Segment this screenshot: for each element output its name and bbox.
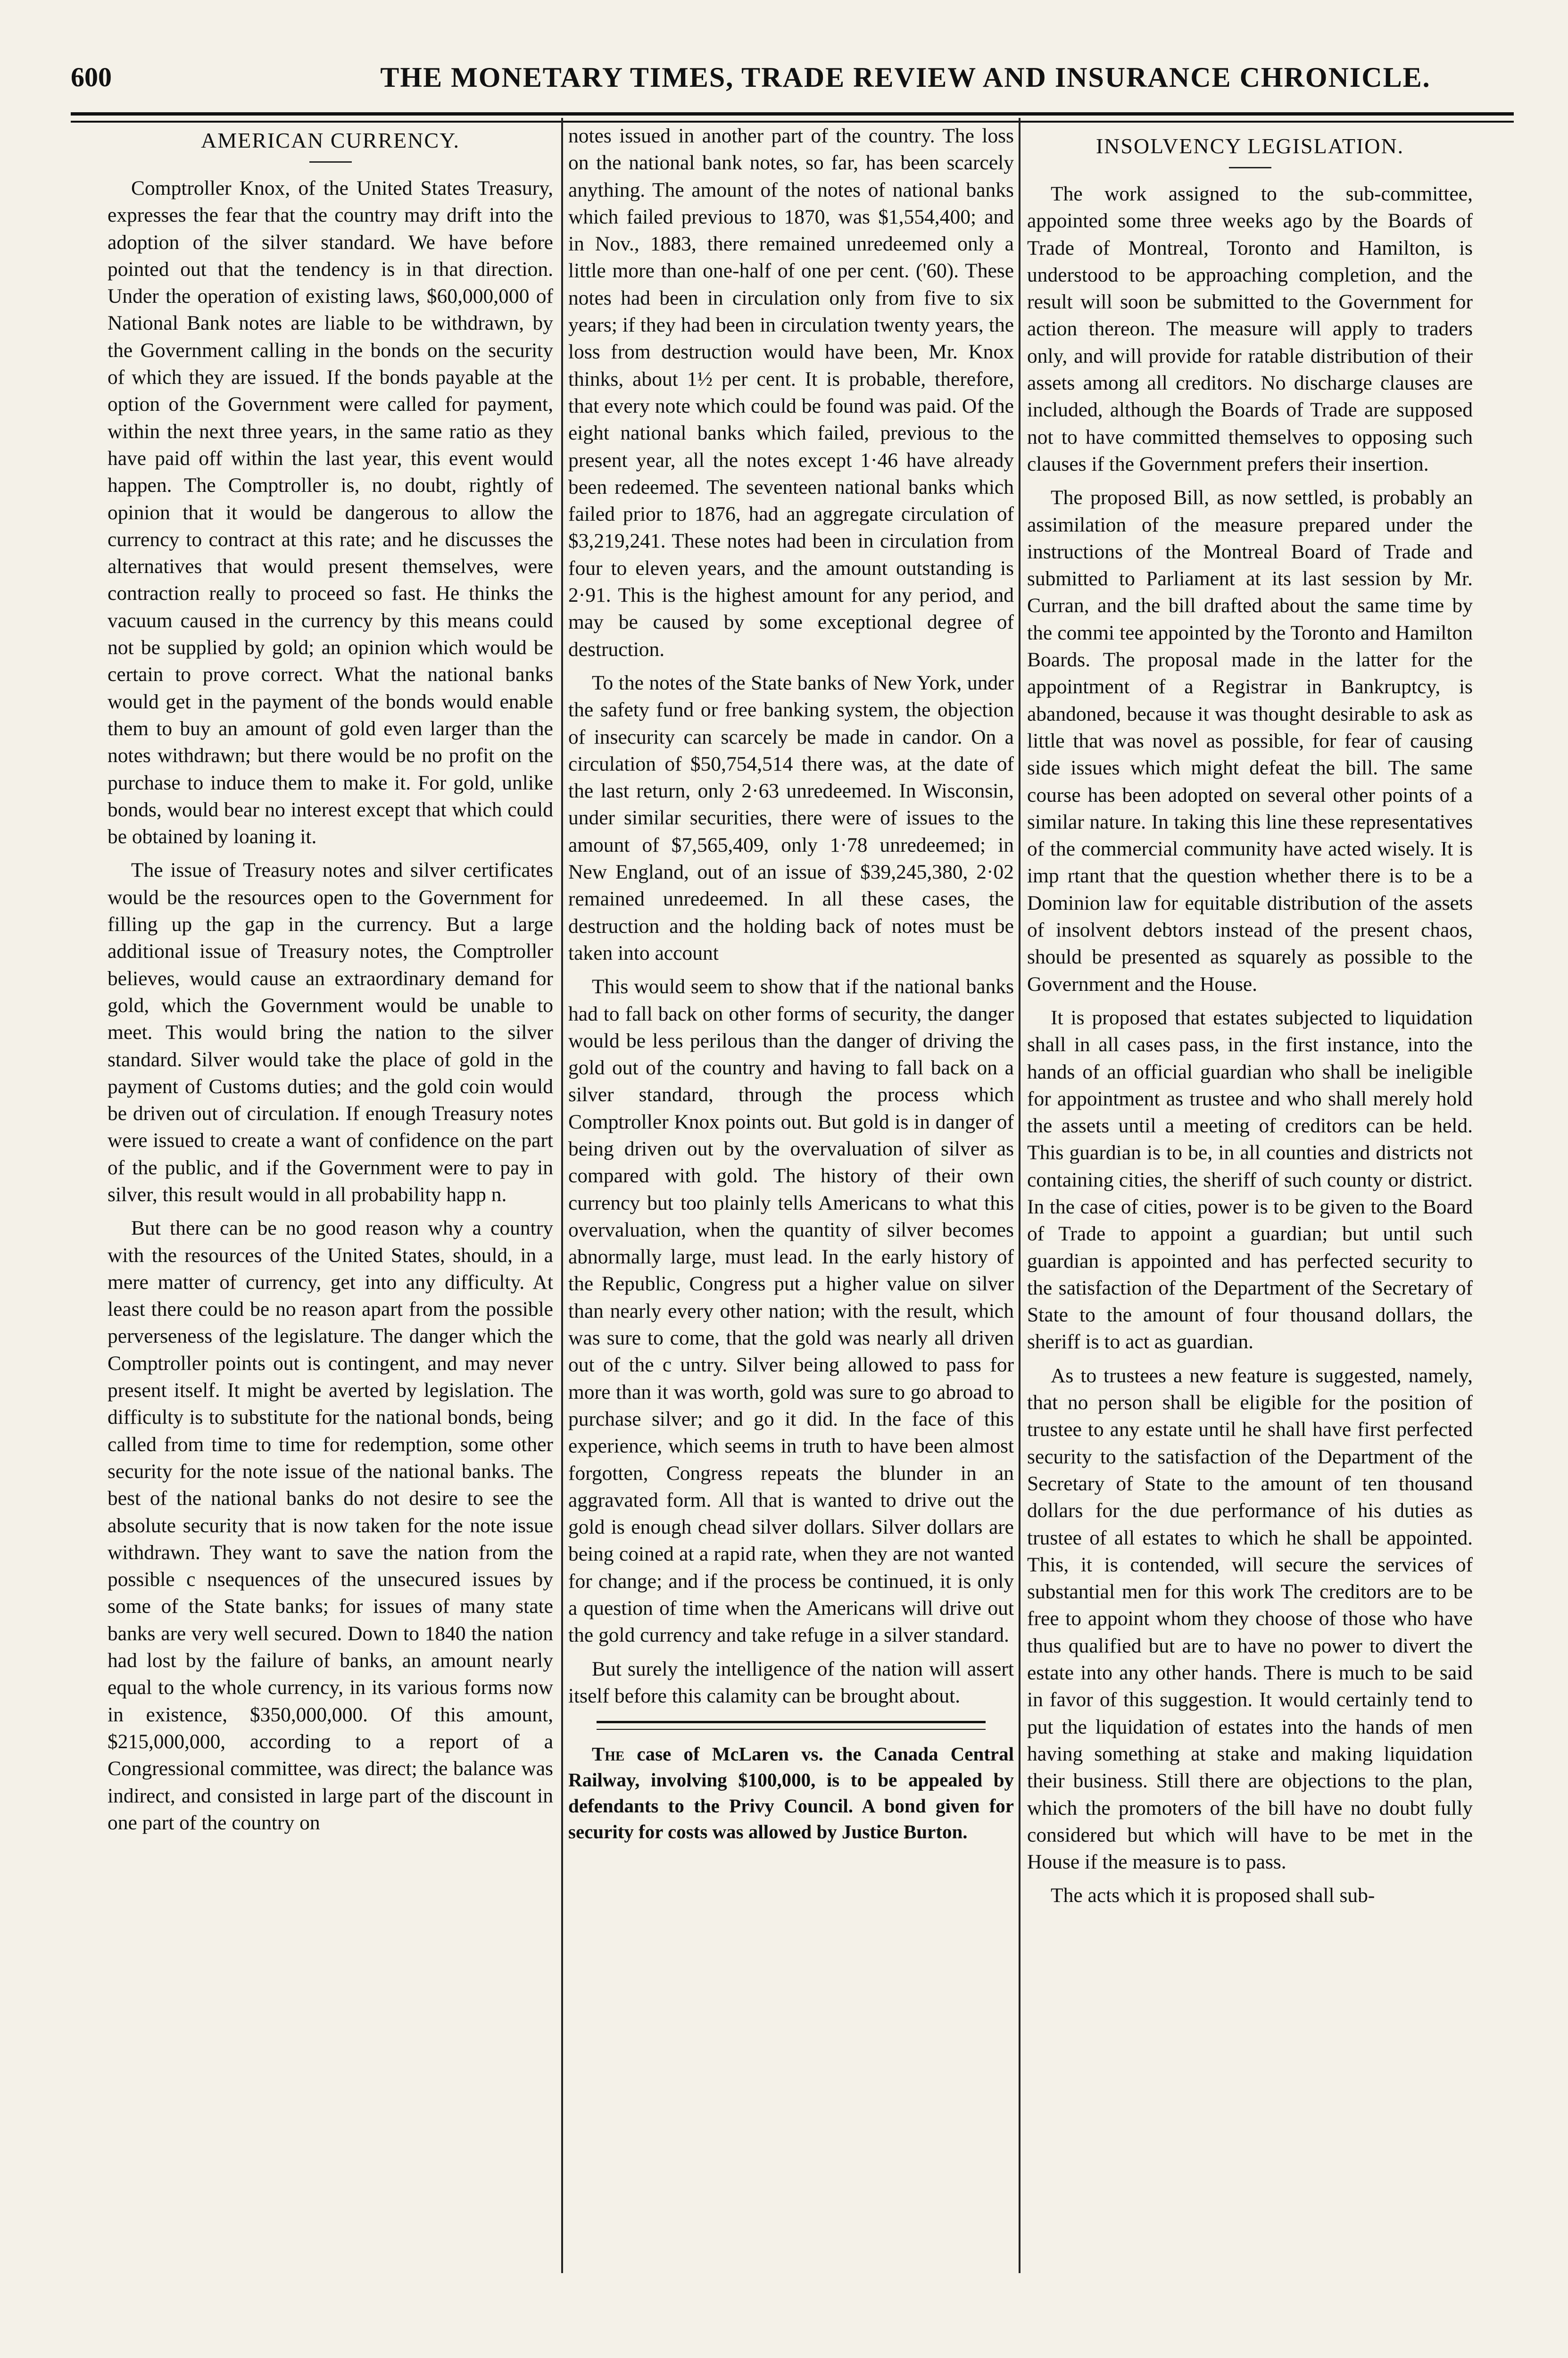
note-lead: The — [592, 1743, 625, 1765]
page-header — [71, 52, 1514, 108]
header-rule — [71, 112, 1514, 116]
paragraph: As to trustees a new feature is suggested, namely, that no person shall be eligible for the position of trustee to any estate until he shall have first perfected security to the satisfaction of the Department of the Secretary of State to the amount of ten thousand dollars for the due performance of his duties as trustee of all estates to which he shall be appointed. This, it is contended, will secure the services of substantial men for this work The creditors are to be free to appoint whom they choose of those who have thus qualified but are to have no power to divert the estate into any other hands. There is much to be said in favor of this suggestion. It would certainly tend to put the liquidation of estates into the hands of men having something at stake and making liquidation their business. Still there are objections to the plan, which the promoters of the bill have no doubt fully considered but which will have to be met in the House if the measure is to pass. — [1027, 1364, 1473, 1874]
article-insolvency-legislation — [1027, 132, 1473, 2278]
article-heading: INSOLVENCY LEGISLATION. — [1095, 134, 1404, 158]
note-body: case of McLaren vs. the Canada Central Railway, involving $100,000, is to be appealed by defendants to the Privy Council. A bond given for security for costs was allowed by Justice Burton. — [568, 1743, 1014, 1843]
article-continuation — [568, 123, 1014, 2268]
heading-rule — [1229, 167, 1271, 168]
article-american-currency — [108, 126, 553, 2272]
article-heading: AMERICAN CURRENCY. — [201, 128, 460, 152]
heading-rule — [309, 161, 352, 163]
page-number: 600 — [71, 62, 112, 92]
paragraph: Comptroller Knox, of the United States Treasury, expresses the fear that the country may drift into the adoption of the silver standard. We have before pointed out that the tendency is in that direction. Under the operation of existing laws, $60,000,000 of National Bank notes are liable to be withdrawn, by the Government calling in the bonds on the security of which they are issued. If the bonds payable at the option of the Government were called for payment, within the next three years, in the same ratio as they have paid off within the last year, this event would happen. The Comptroller is, no doubt, rightly of opinion that it would be dangerous to allow the currency to contract at this rate; and he discusses the alternatives that would present themselves, were contraction really to proceed so fast. He thinks the vacuum caused in the currency by this means could not be supplied by gold; an opinion which would be certain to prove correct. What the national banks would get in the payment of the bonds would enable them to buy an amount of gold even larger than the notes withdrawn; but there would be no profit on the purchase to induce them to make it. For gold, unlike bonds, would bear no interest except that which could be obtained by loaning it. — [108, 177, 553, 848]
column-divider — [1019, 118, 1020, 2273]
masthead-title: THE MONETARY TIMES, TRADE REVIEW AND INSURANCE CHRONICLE. — [380, 62, 1431, 93]
news-note — [568, 1741, 1014, 1845]
paragraph: The acts which it is proposed shall sub- — [1051, 1884, 1375, 1907]
column-divider — [561, 118, 563, 2273]
paragraph: This would seem to show that if the national banks had to fall back on other forms of security, the danger would be less perilous than the danger of driving the gold out of the country and having to fall back on a silver standard, through the process which Comptroller Knox points out. But gold is in danger of being driven out by the overvaluation of silver as compared with gold. The history of their own currency but too plainly tells Americans to what this overvaluation, when the quantity of silver becomes abnormally large, must lead. In the early history of the Republic, Congress put a higher value on silver than nearly every other nation; with the result, which was sure to come, that the gold was nearly all driven out of the c untry. Silver being allowed to pass for more than it was worth, gold was sure to go abroad to purchase silver; and go it did. In the face of this experience, which seems in truth to have been almost forgotten, Congress repeats the blunder in an aggravated form. All that is wanted to drive out the gold is enough chead silver dollars. Silver dollars are being coined at a rapid rate, when they are not wanted for change; and if the process be continued, it is only a question of time when the Americans will drive out the gold currency and take refuge in a silver standard. — [568, 975, 1014, 1647]
paragraph: The issue of Treasury notes and silver certificates would be the resources open to the Government for filling up the gap in the currency. But a large additional issue of Treasury notes, the Comptroller believes, would cause an extraordinary demand for gold, which the Government would be unable to meet. This would bring the nation to the silver standard. Silver would take the place of gold in the payment of Customs duties; and the gold coin would be driven out of circulation. If enough Treasury notes were issued to create a want of confidence on the part of the public, and if the Government were to pay in silver, this result would in all probability happ n. — [108, 859, 553, 1206]
paragraph: notes issued in another part of the country. The loss on the national bank notes, so far, has been scarcely anything. The amount of the notes of national banks which failed previous to 1870, was $1,554,400; and in Nov., 1883, there remained unredeemed only a little more than one-half of one per cent. ('60). These notes had been in circulation only from five to six years; if they had been in circulation twenty years, the loss from destruction would have been, Mr. Knox thinks, about 1½ per cent. It is probable, therefore, that every note which could be found was paid. Of the eight national banks which failed, previous to the present year, all the notes except 1·46 have already been redeemed. The seventeen national banks which failed prior to 1876, had an aggregate circulation of $3,219,241. These notes had been in circulation from four to eleven years, and the amount outstanding is 2·91. This is the highest amount for any period, and may be caused by some exceptional degree of destruction. — [568, 125, 1014, 661]
paragraph: The proposed Bill, as now settled, is probably an assimilation of the measure prepared under the instructions of the Montreal Board of Trade and submitted to Parliament at its last session by Mr. Curran, and the bill drafted about the same time by the commi tee appointed by the Toronto and Hamilton Boards. The proposal made in the latter for the appointment of a Registrar in Bankruptcy, is abandoned, because it was thought desirable to ask as little that was novel as possible, for fear of causing side issues which might defeat the bill. The same course has been adopted on several other points of a similar nature. In taking this line these representatives of the commercial community have acted wisely. It is imp rtant that the question whether there is to be a Dominion law for equitable distribution of the assets of insolvent debtors instead of the present chaos, should be presented as squarely as possible to the Government and the House. — [1027, 486, 1473, 996]
paragraph: To the notes of the State banks of New York, under the safety fund or free banking system, the objection of insecurity can scarcely be made in candor. On a circulation of $50,754,514 there was, at the date of the last return, only 2·63 unredeemed. In Wisconsin, under similar securities, there were of issues to the amount of $7,565,409, only 1·78 unredeemed; in New England, out of an issue of $39,245,380, 2·02 remained unredeemed. In all these cases, the destruction and the holding back of notes must be taken into account — [568, 671, 1014, 964]
section-separator — [597, 1721, 986, 1730]
paragraph: But there can be no good reason why a country with the resources of the United States, should, in a mere matter of currency, get into any difficulty. At least there could be no reason apart from the possible perverseness of the legislature. The danger which the Comptroller points out is contingent, and may never present itself. It might be averted by legislation. The difficulty is to substitute for the national bonds, being called from time to time for redemption, some other security for the note issue of the national banks. The best of the national banks do not desire to see the absolute security that is now taken for the note issue withdrawn. They want to save the nation from the possible c nsequences of the unsecured issues by some of the State banks; for issues of many state banks are very well secured. Down to 1840 the nation had lost by the failure of banks, an amount nearly equal to the whole currency, in its various forms now in existence, $350,000,000. Of this amount, $215,000,000, according to a report of a Congressional committee, was direct; the balance was indirect, and consisted in large part of the discount in one part of the country on — [108, 1217, 553, 1834]
paragraph: It is proposed that estates subjected to liquidation shall in all cases pass, in the first instance, into the hands of an official guardian who shall be ineligible for appointment as trustee and who shall merely hold the assets until a meeting of creditors can be held. This guardian is to be, in all counties and districts not containing cities, the sheriff of such county or district. In the case of cities, power is to be given to the Board of Trade to appoint a guardian; but until such guardian is appointed and has perfected security to the satisfaction of the Department of the Secretary of State to the amount of four thousand dollars, the sheriff is to act as guardian. — [1027, 1006, 1473, 1353]
paragraph: The work assigned to the sub-committee, appointed some three weeks ago by the Boards of Trade of Montreal, Toronto and Hamilton, is understood to be approaching completion, and the result will soon be submitted to the Government for action thereon. The measure will apply to traders only, and will provide for ratable distribution of their assets among all creditors. No discharge clauses are included, although the Boards of Trade are supposed not to have committed themselves to opposing such clauses if the Government prefers their insertion. — [1027, 183, 1473, 475]
paragraph: But surely the intelligence of the nation will assert itself before this calamity can be brought about. — [568, 1657, 1014, 1707]
